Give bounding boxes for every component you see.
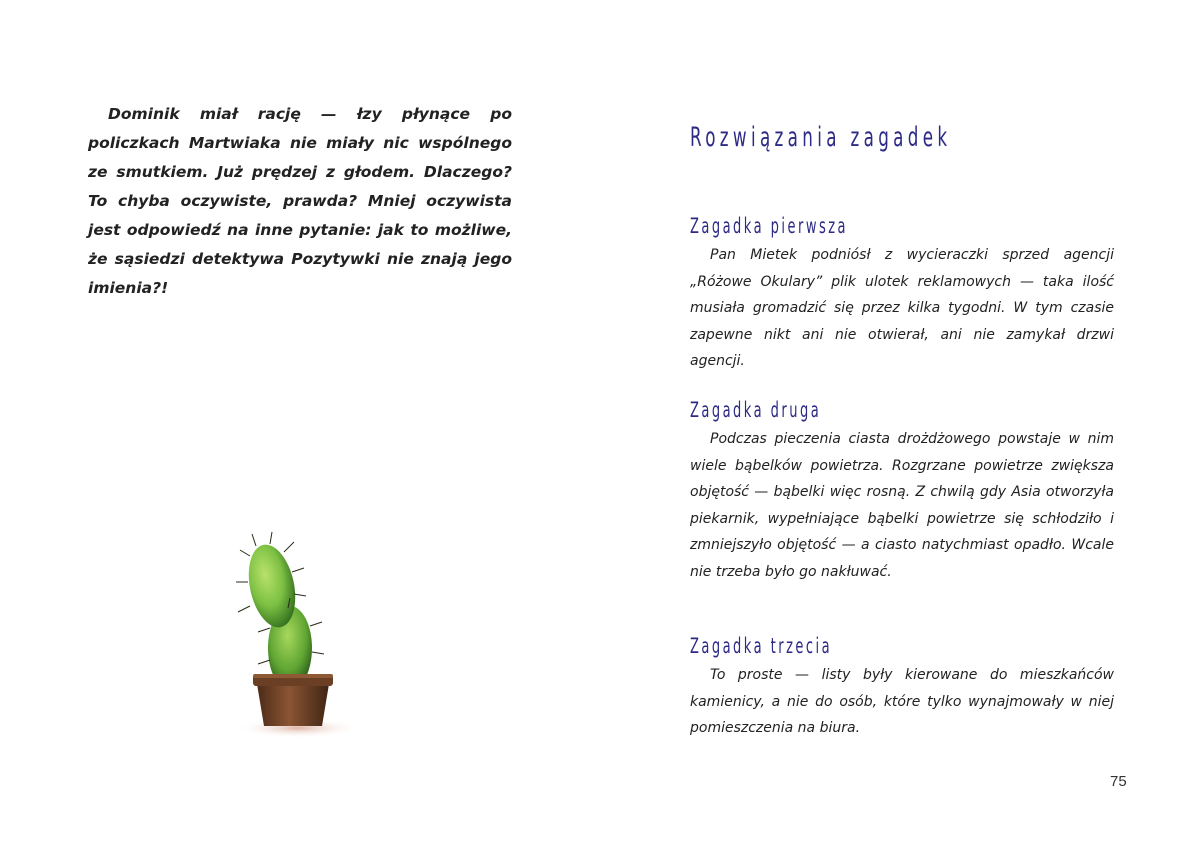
cactus-illustration: [226, 528, 366, 743]
section-text: Podczas pieczenia ciasta drożdżowego powstaje w nim wiele bąbelków powietrza. Rozgrzane powietrze zwiększa objętość — bąbelki więc rosną. Z chwilą gdy Asia otworzyła piekarnik, wypełniające bąbelki powietrze się schłodziło i zmniejszyło objętość — a ciasto natychmiast opadło. Wcale nie trzeba było go nakłuwać.: [690, 431, 1114, 580]
section-heading: Zagadka trzecia: [690, 634, 833, 658]
left-page-paragraph: Dominik miał rację — łzy płynące po policzkach Martwiaka nie miały nic wspólnego ze smutkiem. Już prędzej z głodem. Dlaczego? To chyba oczywiste, prawda? Mniej oczywista jest odpowiedź na inne pytanie: jak to możliwe, że sąsiedzi detektywa Pozytywki nie znają jego imienia?!: [88, 104, 512, 297]
section-text: Pan Mietek podniósł z wycieraczki sprzed agencji „Różowe Okulary” plik ulotek reklamowych — taka ilość musiała gromadzić się przez kilka tygodni. W tym czasie zapewne nikt ani nie otwierał, ani nie zamykał drzwi agencji.: [690, 247, 1114, 369]
right-page: [600, 0, 1200, 857]
section-heading: Zagadka pierwsza: [690, 214, 849, 238]
riddle-solution-3: [690, 634, 1114, 742]
section-text: To proste — listy były kierowane do mieszkańców kamienicy, a nie do osób, które tylko wynajmowały w niej pomieszczenia na biura.: [690, 667, 1114, 736]
riddle-solution-2: [690, 398, 1114, 585]
riddle-solution-1: [690, 214, 1114, 375]
page-number: 75: [1110, 773, 1127, 790]
section-heading: Zagadka druga: [690, 398, 822, 422]
page-title: Rozwiązania zagadek: [690, 122, 952, 153]
